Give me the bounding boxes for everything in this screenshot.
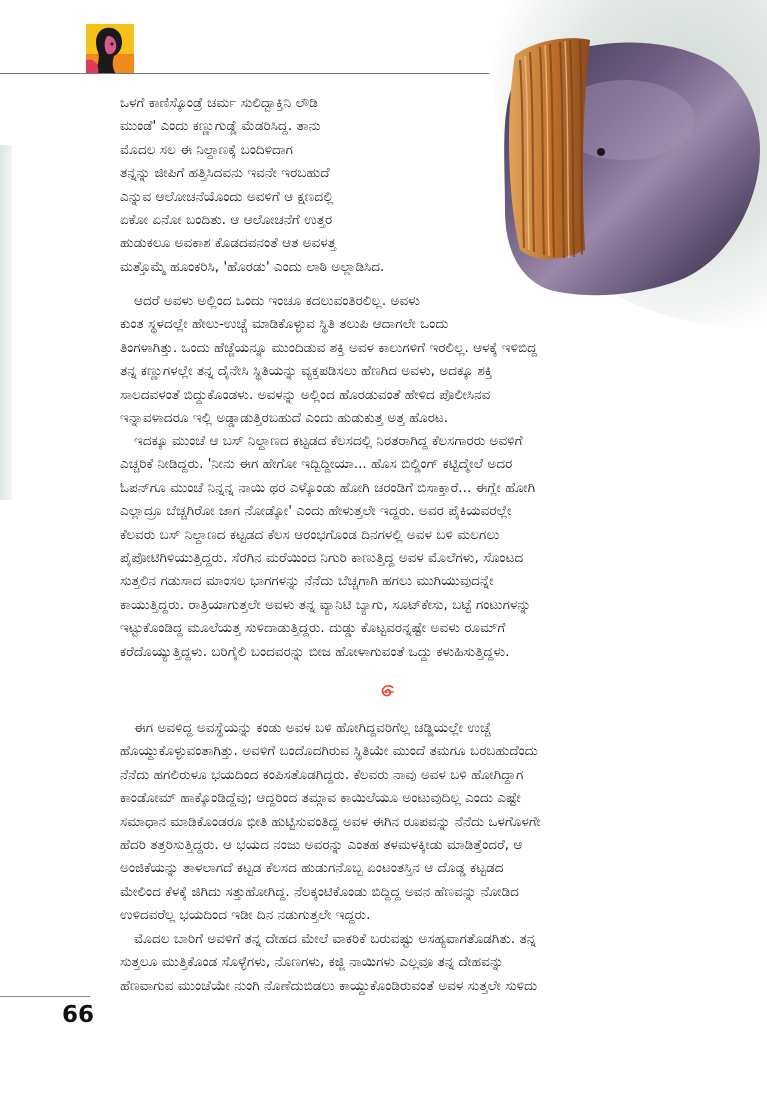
text-line: ಕಾಂಡೋಮ್ ಹಾಕ್ಕೊಂಡಿದ್ದೆವು; ಆದ್ದರಿಂದ ತಮ್ಗಾವ ಕಾಯಿಲೆಯೂ ಅಂಟುವುದಿಲ್ಲ ಎಂದು ಎಷ್ಟೇ — [120, 790, 521, 807]
text-line: ಎಲ್ಲಾದ್ರೂ ಬೆಚ್ಚಗಿರೋ ಜಾಗ ನೋಡ್ಕೋ' ಎಂದು ಹೇಳುತ್ತಲೇ ಇದ್ದರು. ಅವರ ಪೈಕಿಯವರಲ್ಲೇ — [120, 503, 512, 520]
text-line: ಅಂಜಿಕೆಯನ್ನು ತಾಳಲಾಗದೆ ಕಟ್ಟಡ ಕೆಲಸದ ಹುಡುಗನೊಬ್ಬ ಏಂಟಂತಸ್ತಿನ ಆ ದೊಡ್ಡ ಕಟ್ಟಡದ — [120, 860, 504, 877]
text-line: ಮೇಲಿಂದ ಕೆಳಕ್ಕೆ ಜಿಗಿದು ಸತ್ತುಹೋಗಿದ್ದ. ನೆಲಕ್ಕಂಟಿಕೊಂಡು ಬಿದ್ದಿದ್ದ ಅವನ ಹೆಣವನ್ನು ನೋಡಿದ — [120, 883, 519, 900]
text-line: ತಿಂಗಳಾಗಿತ್ತು. ಒಂದು ಹೆಜ್ಜೆಯನ್ನೂ ಮುಂದಿಡುವ ಶಕ್ತಿ ಅವಳ ಕಾಲುಗಳಿಗೆ ಇರಲಿಲ್ಲ. ಆಳಕ್ಕೆ ಇಳಿಬಿದ್ದ — [120, 339, 538, 356]
text-line: ತನ್ನನ್ನು ಜೀಪಿಗೆ ಹತ್ತಿಸಿದವನು ಇವನೇ ಇರಬಹುದೆ — [120, 165, 330, 182]
text-line: ಹೊಯ್ದುಕೊಳ್ಳುವಂತಾಗಿತ್ತು. ಅವಳಿಗೆ ಬಂದೊದಗಿರುವ ಸ್ಥಿತಿಯೇ ಮುಂದೆ ತಮಗೂ ಬರಬಹುದೆಂದು — [120, 743, 538, 760]
text-line: ಇಟ್ಟುಕೊಂಡಿದ್ದ ಮೂಲೆಯತ್ತ ಸುಳಿದಾಡುತ್ತಿದ್ದರು. ದುಡ್ಡು ಕೊಟ್ಟವರನ್ನಷ್ಟೇ ಅವಳು ರೂಮ್‌ಗೆ — [120, 620, 506, 637]
magazine-logo — [86, 24, 134, 74]
text-line: ಮುಂಡೆ' ಎಂದು ಕಣ್ಣುಗುಡ್ಡೆ ಮೆಡರಿಸಿದ್ದ. ತಾನು — [120, 118, 321, 135]
text-line: ಕುಂತ ಸ್ಥಳದಲ್ಲೇ ಹೇಲು-ಉಚ್ಚೆ ಮಾಡಿಕೊಳ್ಳುವ ಸ್ಥಿತಿ ತಲುಪಿ ಆದಾಗಲೇ ಒಂದು — [120, 316, 449, 333]
text-line: ಕಾಯುತ್ತಿದ್ದರು. ರಾತ್ರಿಯಾಗುತ್ತಲೇ ಅವಳು ತನ್ನ ವ್ಯಾನಿಟಿ ಬ್ಯಾಗು, ಸೂಟ್‌ಕೇಸು, ಬಟ್ಟೆ ಗಂಟುಗಳನ್ನು — [120, 596, 532, 613]
text-line: ಮತ್ತೊಮ್ಮೆ ಹೂಂಕರಿಸಿ, 'ಹೊರಡು' ಎಂದು ಲಾಠಿ ಅಲ್ಲಾಡಿಸಿದ. — [120, 258, 385, 275]
text-line: ತನ್ನ ಕಣ್ಣುಗಳಲ್ಲೇ ತನ್ನ ದೈನೇಸಿ ಸ್ಥಿತಿಯನ್ನು ವ್ಯಕ್ತಪಡಿಸಲು ಹೆಣಗಿದ ಅವಳು, ಅದಕ್ಕೂ ಶಕ್ತಿ — [120, 363, 493, 380]
text-line: ಒಳಗೆ ಕಾಣಿಸ್ಕೊಂಡ್ರೆ ಚರ್ಮ ಸುಲಿದ್ಬಾಕ್ತಿನಿ ಲೌಡಿ — [120, 95, 318, 111]
text-line: ಮೊದಲ ಸಲ ಈ ನಿಲ್ದಾಣಕ್ಕೆ ಬಂದಿಳಿದಾಗ — [120, 141, 293, 158]
text-line: ಹೆದರಿ ತತ್ತರಿಸುತ್ತಿದ್ದರು. ಆ ಭಯದ ನಂಜು ಅವರನ್ನು ಎಂತಹ ತಳಮಳಕ್ಕೀಡು ಮಾಡಿತ್ತೆಂದರೆ, ಆ — [120, 836, 523, 853]
text-line: ಆದರೆ ಅವಳು ಅಲ್ಲಿಂದ ಒಂದು ಇಂಚೂ ಕದಲುವಂತಿರಲಿಲ್ಲ. ಅವಳು — [134, 293, 420, 309]
text-line: ಎಚ್ಚರಿಕೆ ನೀಡಿದ್ದರು. 'ನೀನು ಈಗ ಹೇಗೋ ಇದ್ಬಿದ್ದೀಯಾ... ಹೊಸ ಬಿಲ್ಡಿಂಗ್ ಕಟ್ಟಿದ್ಮೇಲೆ ಅದರ — [120, 456, 513, 473]
text-line: ಸಾಲದವಳಂತೆ ಬಿದ್ದುಕೊಂಡಳು. ಅವಳನ್ನು ಅಲ್ಲಿಂದ ಹೊರಡುವಂತೆ ಹೇಳಿದ ಪೊಲೀಸಿನವ — [120, 386, 491, 403]
article-paragraph-4 — [120, 717, 541, 928]
text-line: ಸಮಾಧಾನ ಮಾಡಿಕೊಂಡರೂ ಭೀತಿ ಹುಟ್ಟಿಸುವಂತಿದ್ದ ಅವಳ ಈಗಿನ ರೂಪವನ್ನು ನೆನೆದು ಒಳಗೊಳಗೇ — [120, 813, 541, 830]
article-paragraph-5 — [120, 928, 537, 998]
pipe-photo — [420, 0, 767, 330]
article-paragraph-1 — [120, 92, 384, 279]
text-line: ಇದಕ್ಕೂ ಮುಂಚೆ ಆ ಬಸ್ ನಿಲ್ದಾಣದ ಕಟ್ಟಡದ ಕೆಲಸದಲ್ಲಿ ನಿರತರಾಗಿದ್ದ ಕೆಲಸಗಾರರು ಅವಳಿಗೆ — [134, 433, 523, 449]
article-paragraph-3 — [120, 430, 535, 664]
text-line: ಮೊದಲ ಬಾರಿಗೆ ಅವಳಿಗೆ ತನ್ನ ದೇಹದ ಮೇಲೆ ವಾಕರಿಕೆ ಬರುವಷ್ಟು ಅಸಹ್ಯವಾಗತೊಡಗಿತು. ತನ್ನ — [134, 931, 537, 947]
text-line: ಹೆಣವಾಗುವ ಮುಂಚೆಯೇ ನುಂಗಿ ನೊಣೆದುಬಿಡಲು ಕಾಯ್ದುಕೊಂಡಿರುವಂತೆ ಅವಳ ಸುತ್ತಲೇ ಸುಳಿದು — [120, 977, 538, 994]
section-separator-icon — [380, 683, 396, 699]
text-line: ಸುತ್ತಲೂ ಮುತ್ತಿಕೊಂಡ ಸೊಳ್ಳೆಗಳು, ನೊಣಗಳು, ಕಜ್ಜಿ ನಾಯಿಗಳು ಎಲ್ಲವೂ ತನ್ನ ದೇಹವನ್ನು — [120, 954, 504, 971]
text-line: ಏಕೋ ಏನೋ ಬಂದಿತು. ಆ ಆಲೋಚನೆಗೆ ಉತ್ತರ — [120, 211, 333, 228]
text-line: ಉಳಿದವರೆಲ್ಲ ಭಯದಿಂದ ಇಡೀ ದಿನ ನಡುಗುತ್ತಲೇ ಇದ್ದರು. — [120, 907, 371, 924]
text-line: ಎನ್ನುವ ಆಲೋಚನೆಯೊಂದು ಅವಳಿಗೆ ಆ ಕ್ಷಣದಲ್ಲಿ — [120, 188, 334, 205]
text-line: ಪೈಪೋಟಿಗಿಳಿಯುತ್ತಿದ್ದರು. ಸೆರಗಿನ ಮರೆಯಿಂದ ನಿಗುರಿ ಕಾಣುತ್ತಿದ್ದ ಅವಳ ಮೊಲೆಗಳು, ಸೊಂಟದ — [120, 549, 524, 566]
text-line: ಈಗ ಅವಳಿದ್ದ ಅವಸ್ಥೆಯನ್ನು ಕಂಡು ಅವಳ ಬಳಿ ಹೋಗಿದ್ದವರಿಗೆಲ್ಲ ಚಡ್ಡಿಯಲ್ಲೇ ಉಚ್ಚೆ — [134, 720, 492, 736]
page-number: 66 — [62, 1002, 95, 1028]
text-line: ಹುಡುಕಲೂ ಅವಕಾಶ ಕೊಡದವನಂತೆ ಆತ ಅವಳತ್ತ — [120, 235, 337, 252]
text-line: ಇನ್ನಾವಳಾದರೂ ಇಲ್ಲಿ ಅಡ್ಡಾಡುತ್ತಿರಬಹುದೆ ಎಂದು ಹುಡುಕುತ್ತ ಅತ್ತ ಹೊರಟ. — [120, 409, 449, 426]
footer-rule — [0, 996, 90, 997]
text-line: ಕೆಲವರು ಬಸ್ ನಿಲ್ದಾಣದ ಕಟ್ಟಡದ ಕೆಲಸ ಆರಂಭಗೊಂಡ ದಿನಗಳಲ್ಲಿ ಅವಳ ಬಳಿ ಮಲಗಲು — [120, 526, 500, 543]
text-line: ಓಪನ್‌ಗೂ ಮುಂಚೆ ನಿನ್ನನ್ನ ನಾಯಿ ಥರ ಎಳ್ಕೊಂಡು ಹೋಗಿ ಚರಂಡಿಗೆ ಬಿಸಾಕ್ತಾರೆ... ಈಗ್ಲೇ ಹೋಗಿ — [120, 479, 536, 496]
article-paragraph-2 — [120, 290, 537, 430]
text-line: ಸುತ್ತಲಿನ ಗಡುಸಾದ ಮಾಂಸಲ ಭಾಗಗಳನ್ನು ನೆನೆದು ಬೆಚ್ಚಗಾಗಿ ಹಗಲು ಮುಗಿಯುವುದನ್ನೇ — [120, 573, 494, 590]
left-margin-strip — [0, 145, 12, 500]
text-line: ಕರೆದೊಯ್ಯುತ್ತಿದ್ದಳು. ಬರಿಗೈಲಿ ಬಂದವರನ್ನು ಬೀಜ ಹೋಳಾಗುವಂತೆ ಒದ್ದು ಕಳುಹಿಸುತ್ತಿದ್ದಳು. — [120, 643, 510, 660]
text-line: ನೆನೆದು ಹಗಲಿರುಳೂ ಭಯದಿಂದ ಕಂಪಿಸತೊಡಗಿದ್ದರು. ಕೆಲವರು ನಾವು ಅವಳ ಬಳಿ ಹೋಗಿದ್ದಾಗ — [120, 766, 524, 783]
